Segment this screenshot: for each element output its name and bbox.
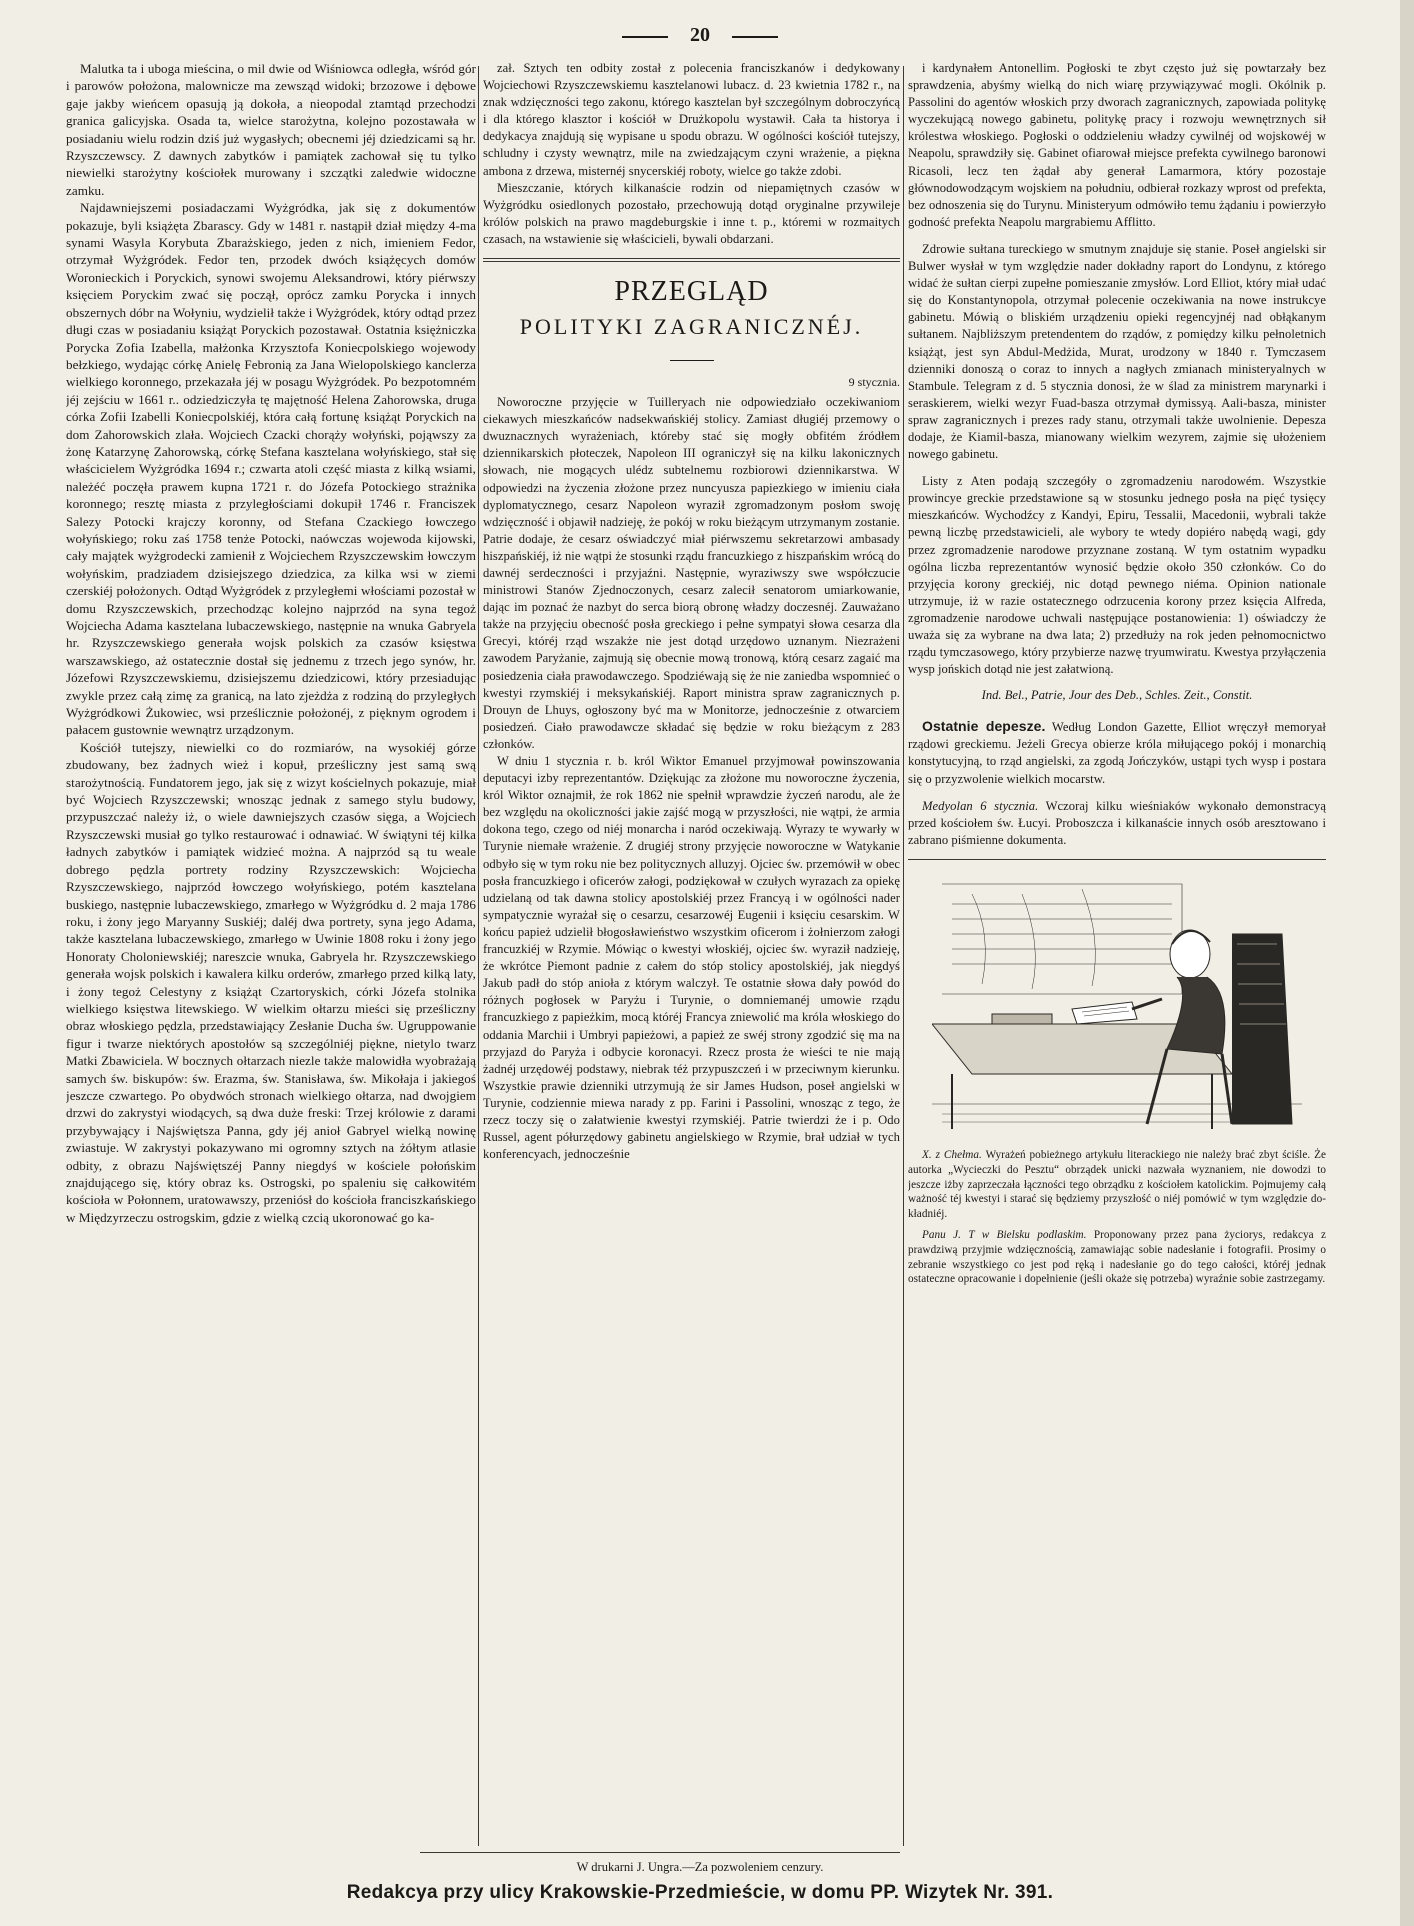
column-right xyxy=(908,60,1326,1850)
note-text: Wyrażeń pobieżnego artykułu literackiego nie należy brać zbyt ściśle. Że autorka „Wycieczki do Pesztu“ obrządek unicki nazwała wyznaniem, nie dowodzi to jeszcze iżby zaprzeczała łączności tego obrządku z kościołem katolickim. Pojmujemy całą ważność téj kwestyi i starać się będziemy przyszłość o niéj pomówić w tym względzie do-kładniéj. xyxy=(908,1148,1326,1221)
note-addressee: X. z Chełma. xyxy=(922,1148,982,1161)
section-subtitle: POLITYKI ZAGRANICZNÉJ. xyxy=(519,314,864,340)
article-columns xyxy=(66,60,1366,1850)
note-addressee: Panu J. T w Bielsku podlaskim. xyxy=(922,1228,1087,1241)
editorial-note xyxy=(908,1228,1326,1287)
article-paragraph: Najdawniejszemi posiadaczami Wyżgródka, jak się z dokumentów pokazuje, byli książęta Zbarascy. Gdy w 1481 r. nastąpił dział między 4-ma synami Wasyla Korybuta Zbarażskiego, jeden z nich, imieniem Fedor, otrzymał Wyżgródek. Fedor ten, przodek dwóch książęcych domów Woronieckich i Poryckich, synowi swojemu Aleksandrowi, który piérwszy księciem Poryckim zwać się począł, oprócz zamku Porycka i innych obszernych dóbr na Wołyniu, wydzielił także i Wyżgródek, który odtąd przez długi czas w posiadaniu książąt Poryckich pozostawał. Ostatnia księżniczka Porycka Zofia Izabella, małżonka Krzysztofa Koniecpolskiego wojewody bełzkiego, wydając córkę Anielę Febronią za Jana Wielopolskiego kanclerza wielkiego koronnego, przekazała jéj w posagu Wyżgródek. Po bezpotomném jéj zejściu w 1661 r.. odziedziczyła tę majętność Helena Zahorowska, druga córka Zofii Izabelli Koniecpolskiéj, która całą fortunę książąt Poryckich na dom Zahorowskich zlała. Wojciech Czacki chorąży wołyński, pojąwszy za żonę Katarzynę Zahorowską, córkę Stefana kasztelana wołyńskiego, stał się właścicielem Wyżgródka 1694 r.; czwarta atoli część miasta z kilką wsiami, należéć poczęła prawem kupna 1721 r. do Józefa Potockiego strażnika koronnego; resztę miasta z przyległościami dokupił 1746 r. Franciszek Salezy Potocki krajczy koronny, od Stefana Czackiego łowczego wołyńskiego; roku zaś 1758 tenże Potocki, naówczas wojewoda kijowski, cały majątek wyżgrodecki zamienił z Wojciechem Rzyszczewskim łowczym wołyńskim, pradziadem dzisiejszego dziedzica, za kilka wsi w ziemi czerskiéj położonych. Odtąd Wyżgródek z przyległemi włościami pozostał w domu Rzyszczewskich, przechodząc kolejno najprzód na syna tegoż Wojciecha Adama kasztelana lubaczewskiego, następnie na wnuka Gabryela hr. Rzyszczewskiego generała wojsk polskich za czasów księstwa warszawskiego, aż ostatecznie dostał się jednemu z trzech jego synów, hr. Józefowi Rzyszczewskiemu, dzisiejszemu dziedzicowi, który przesiadując zwykle przez całą zimę za granicą, na lato zjeżdża z rodziną do przyległych Wyżgródkowi Żukowiec, wsi prześlicznie położonéj, z pięknym ogrodem i pałacem gustownie wewnątrz urządzonym. xyxy=(66,200,476,738)
section-heading xyxy=(483,276,900,342)
dispatch-text: Według London Gazette, Elliot wręczył memoryał rządowi greckiemu. Jeżeli Grecya obierze króla miłującego pokój i monarchią konstytucyjną, to rząd angielski, za zgodą Jończyków, ustąpi tych wysp i postara się o przyzwolenie wielkich mocarstw. xyxy=(908,720,1326,786)
section-separator xyxy=(483,258,900,262)
footer-rule xyxy=(420,1852,900,1853)
dispatch-lead: Ostatnie depesze. xyxy=(922,718,1046,735)
rule xyxy=(908,859,1326,860)
engraving-illustration xyxy=(932,874,1302,1136)
article-paragraph: Malutka ta i uboga mieścina, o mil dwie od Wiśniowca odległa, wśród gór i parowów położona, malownicze ma zewsząd widoki; brzozowe i dębowe gaje jakby wieńcem opasują ją dokoła, a nieopodal ztamtąd przechodzi granica galicyjska. Osada ta, wielce starożytna, kolejno pozostawała w posiadaniu wielu rodzin dziś już wygasłych; obecnemi jéj dziedzicami są hr. Rzyszczewscy. Z dawnych zabytków i pamiątek zachował się tu tylko niewielki starożytny kościołek murowany i szczątki zaledwie widoczne zamku. xyxy=(66,61,476,198)
article-paragraph: Zdrowie sułtana tureckiego w smutnym znajduje się stanie. Poseł angielski sir Bulwer wysłał w tym względzie nader dokładny raport do Londynu, z którego widać że sułtan cierpi zupełne pomieszanie zmysłów. Lord Elliot, który miał udać się do Konstantynopola, otrzymał polecenie oczekiwania na nowe instrukcye gabinetu. Mówią o bliskiém urządzeniu opieki regencyjnéj nad obłąkanym sułtanem. Najbliższym pretendentem do rządów, z pomiędzy kilku pełnoletnich książąt, jest syn Abdul-Medżida, Murat, urodzony w 1840 r. Tymczasem dzienniki donoszą o coraz to innych a nagłych zmianach ministeryalnych w Stambule. Telegram z d. 5 stycznia donosi, że w ślad za ministrem marynarki i seraskierem, wielki wezyr Fuad-basza otrzymał dymissyą. Aali-basza, minister spraw zagranicznych i prezes rady stanu, otrzymali także uwolnienie. Depesza dodaje, że Kiamil-basza, mianowany wielkim wezyrem, zajmie się ułożeniem nowego gabinetu. xyxy=(908,241,1326,462)
editorial-note xyxy=(908,1148,1326,1222)
dispatch-paragraph xyxy=(908,718,1326,787)
section-title: PRZEGLĄD xyxy=(614,276,769,308)
printer-imprint: W drukarni J. Ungra.—Za pozwoleniem cenzury. xyxy=(576,1860,824,1874)
article-paragraph: i kardynałem Antonellim. Pogłoski te zbyt często już się powtarzały bez sprawdzenia, abyśmy wielką do nich wiarę przywiązywać mogli. Okólnik p. Passolini do agentów włoskich przy dworach zagranicznych, zapowiada politykę wyczekującą nowego gabinetu, politykę pracy i rozwoju wewnętrznych sił królestwa włoskiego. Pogłoski o oddzieleniu władzy cywilnéj od wojskowéj w Neapolu, sprawdziły się. Gabinet ofiarował miejsce prefekta cywilnego baronowi Ricasoli, lecz ten żądał aby generał Lamarmora, który pozostaje głównodowodzącym wojskiem na południu, odbierał rozkazy wprost od prefekta, bez odnoszenia się do Turynu. Ministeryum odmówiło temu żądaniu i powierzyło godność prefekta Neapolu margrabiemu Afflitto. xyxy=(908,61,1326,229)
column-left xyxy=(66,60,476,1850)
article-paragraph: W dniu 1 stycznia r. b. król Wiktor Emanuel przyjmował powinszowania deputacyi izby reprezentantów. Dziękując za złożone mu noworoczne życzenia, król Wiktor oznajmił, że rok 1862 nie spełnił wprawdzie życzeń narodu, ale że bez względu na okoliczności jakie zajść mogą w przyszłości, nie wątpi, że armia dokona tego, czego od niéj monarcha i naród oczekiwają. Wyrazy te wywarły w Turynie niemałe wrażenie. Z drugiéj strony przyjęcie noworoczne w Watykanie odbyło się w tym roku nie bez politycznych alluzyj. Ojciec św. przemówił w obec posła francuzkiego i oficerów załogi, podziękował w czułych wyrazach za opiekę udzielaną od tak dawna stolicy apostolskiéj przez Francyą i w ogólności nader sympatycznie wyrażał się o cesarzu, cesarzowéj Eugenii i księciu cesarskim. W końcu papież udzielił błogosławieństwo wszystkim oficerom i żołnierzom załogi francuzkiéj w Rzymie. Mówiąc o kwestyi włoskiéj, ojciec św. wyraził nadzieję, że wkrótce Piemont padnie z całem do stóp stolicy apostolskiéj, jak niegdyś Jakub padł do stóp anioła z którym walczył. Te ostatnie słowa dały powód do różnych pogłosek w Paryżu i Turynie, o domniemanéj umowie rządu francuzkiego z papieżkim, mocą któréj Francya zniewolić ma króla włoskiego do oddania Marchii i Umbryi papieżowi, a papież ze swéj strony zgodzić się ma na przyjazd do Paryża i odbycie koronacyi. Rzecz prosta że wieści te nie mają żadnéj urzędowéj podstawy, niebrak téż przypuszczeń i w przeciwnym kierunku. Wszystkie prawie dzienniki utrzymują że sir James Hudson, poseł angielski w Turynie, codziennie miewa narady z pp. Farini i Passolini, wnosząc z tego, że rzecz toczy się o załatwienie kwestyi rzymskiéj. Patrie twierdzi że i p. Odo Russel, agent półurzędowy gabinetu angielskiego w Rzymie, brał udział w tych konferencyach, jednocześnie xyxy=(483,754,900,1162)
column-divider xyxy=(478,66,479,1846)
dispatch-lead: Medyolan 6 stycznia. xyxy=(922,798,1039,813)
dispatch-text: Wczoraj kilku wieśniaków wykonało demonstracyą przed kościołem św. Łucyi. Proboszcza i kilkanaście innych osób aresztowano i zabrano piśmienne dokumenta. xyxy=(908,798,1326,847)
short-rule xyxy=(670,360,714,361)
page-number: 20 xyxy=(668,24,732,47)
article-paragraph: Noworoczne przyjęcie w Tuilleryach nie odpowiedziało oczekiwaniom ciekawych mieszkańców nadsekwańskiéj stolicy. Zamiast długiéj przemowy o dwuznacznych wyrażeniach, któreby stać się mogły obfitém źródłem dziennikarskich płoteczek, Napoleon III ograniczył się na kilku lakonicznych słowach, nie mogących ulédz subtelnemu rozbiorowi dziennikarstwa. W odpowiedzi na życzenia złożone przez nuncyusza papiezkiego w imieniu ciała dyplomatycznego, cesarz Napoleon wyraził zgromadzonym posłom swoję wdzięczność i objawił nadzieję, że pokój w roku bieżącym utrzymanym zostanie. Patrie dodaje, że cesarz oświadczyć miał piérwszemu sekretarzowi ambasady hiszpańskiéj, iż nie wątpi że stosunki rządu francuzkiego z hiszpańskim wrócą do dawnéj serdeczności i przyjaźni. Następnie, wyraziwszy swe współczucie ministrowi Stanów Zjednoczonych, cesarz zalecił senatorom umiarkowanie, dając im poznać że nazbyt do serca biorą obronę władzy doczesnéj. Zauważano także na przyjęciu obecność posła greckiego i pełne sympatyi słowa cesarza dla Grecyi, któréj rząd wszakże nie jest dotąd urzędowo uznanym. Niezrażeni zawodem Paryżanie, zajmują się obecnie mową tronową, którą cesarz zagaić ma posiedzenia ciała prawodawczego. Spodziéwają się że nie zaniedba wspomnieć o kwestyi rzymskiéj i meksykańskiéj. Raport ministra spraw zagranicznych p. Drouyn de Lhuys, ogłoszony być ma w Monitorze, jednocześnie z otwarciem posiedzeń. Ciało prawodawcze składać się będzie w roku bieżącym z 283 członków. xyxy=(483,395,900,751)
page-header xyxy=(0,24,1400,47)
dispatch-paragraph xyxy=(908,798,1326,849)
editorial-notes xyxy=(908,1148,1326,1287)
column-divider xyxy=(903,66,904,1846)
news-sources: Ind. Bel., Patrie, Jour des Deb., Schles. Zeit., Constit. xyxy=(981,688,1253,703)
dateline: 9 stycznia. xyxy=(848,375,900,390)
article-paragraph: Kościół tutejszy, niewielki co do rozmiarów, na wysokiéj górze zbudowany, bez żadnych wież i kopuł, prześliczny jest samą swą starożytnością. Fundatorem jego, jak się z wizyt kościelnych pokazuje, miał być Wojciech Rzyszczewski; wnosząc jednak z samego stylu budowy, przypuszczać należy iż, o wiele dawniejszych czasów sięga, a Wojciech Rzyszczewski musiał go tylko restaurować i odnawiać. W świątyni téj kilka ładnych zabytków i pamiątek widzieć można. A najprzód są tu weale dobrego pędzla portrety rodziny Rzyszczewskich: Wojciecha Rzyszczewskiego, najprzód łowczego wołyńskiego, potém kasztelana buskiego, następnie lubaczewskiego, zmarłego w Wyżgródku d. 2 maja 1786 roku, i żony jego Maryanny Suskiéj; daléj dwa portrety, syna jego Adama, także kasztelana lubaczewskiego, zmarłego w Uwinie 1808 roku i żony jego Honoraty Choloniewskiéj; nareszcie wnuka, Gabryela hr. Rzyszczewskiego generała wojsk polskich i kawalera kilku orderów, zmarłego przed kilką laty, i żony tegoż Celestyny z książąt Czartoryskich, córki Józefa stolnika wielkiego księstwa litewskiego. W wielkim ołtarzu mieści się prześliczny obraz włoskiego pędzla, przedstawiający Zesłanie Ducha św. Ugruppowanie figur i twarze niektórych apostołów są szczególniéj piękne, nietylo twarz Matki Zbawiciela. W bocznych ołtarzach niezle także malowidła wyobrażają samych św. biskupów: św. Erazma, św. Stanisława, św. Mikołaja i jakiegoś jeszcze czwartego. Po obydwóch stronach wielkiego ołtarza, nad dwojgiem drzwi do zakrystyi wiodących, są dwa duże freski: Trzej królowie z darami przybywający i Najświętsza Panna, gdy jéj anioł Gabryel wielką nowinę zwiastuje. W zakrystyi pokazywano mi ogromny sztych na żółtym atlasie odbity, z obrazu Najświętszéj Panny niegdyś w kościele połońskim znajdującego się, który obraz ks. Ostrogski, po spaleniu się całkowitém kościoła w Połonnem, uratowawszy, przeniósł do kościoła franciszkańskiego w Międzyrzeczu ostrogskim, gdzie z wielką czcią ukoronować go ka- xyxy=(66,739,476,1225)
adjacent-page-edge xyxy=(1400,0,1414,1926)
editorial-address: Redakcya przy ulicy Krakowskie-Przedmieście, w domu PP. Wizytek Nr. 391. xyxy=(346,1882,1054,1903)
article-paragraph: zał. Sztych ten odbity został z polecenia franciszkanów i dedykowany Wojciechowi Rzyszczewskiemu kasztelanowi lubacz. d. 23 kwietnia 1782 r., na znak wdzięczności tego zakonu, którego kasztelan był szczególnym dobroczyńcą i dla którego klasztor i kościół w Drużkopolu wystawił. Cała ta historya i dedykacya znajdują się wypisane u spodu obrazu. W ogólności kościół tutejszy, schludny i czysty wewnątrz, mile na zwiedzającym czyni wrażenie, a piękna ambona z drzewa, misternéj snycerskiéj roboty, wielce go także zdobi. xyxy=(483,61,900,178)
column-middle xyxy=(483,60,900,1850)
article-paragraph: Listy z Aten podają szczegóły o zgromadzeniu narodowém. Wszystkie prowincye greckie przedstawione są w stosunku jednego posła na pięć tysięcy mieszkańców. Wychodźcy z Kandyi, Epiru, Tessalii, Macedonii, wybrali także pewną liczbę przedstawicieli, ale wybory te wtedy dopiéro nabędą wagi, gdy przez zgromadzenie narodowe przyznane zostaną. W tym ostatnim wypadku ogólna liczba reprezentantów wynosić będzie około 350 członków. Co do przyjęcia korony greckiéj, nic dotąd pewnego niéma. Opinion nationale utrzymuje, iż w razie ostatecznego odrzucenia korony przez księcia Alfreda, zgromadzenie narodowe uchwali następujące postanowienia: 1) oświadczy że uważa się za wybrane na dwa lata; 2) przedłuży na rok jeden pełnomocnictwo rządu tymczasowego, który przybierze nazwę tryumwiratu. Kwestya przyłączenia wysp jońskich dotąd nie jest załatwioną. xyxy=(908,474,1326,677)
note-text: Proponowany przez pana życiorys, redakcya z prawdziwą przyjmie wdzięcznością, zamawiając sobie nadesłanie i fotografii. Prosimy o zebranie wszystkiego co jest pod ręką i nadesłanie go do tego całości, któréj jednak ostateczne opracowanie i dopełnienie (jeśli okaże się potrzeba) wyraźnie sobie zastrzegamy. xyxy=(908,1228,1326,1286)
article-paragraph: Mieszczanie, których kilkanaście rodzin od niepamiętnych czasów w Wyżgródku osiedlonych pozostało, przechowują dotąd oryginalne przywileje królów polskich na prawo magdeburgskie i inne t. p., któremi w rozmaitych czasach, na wstawienie się właścicieli, bywali obdarzani. xyxy=(483,180,900,246)
